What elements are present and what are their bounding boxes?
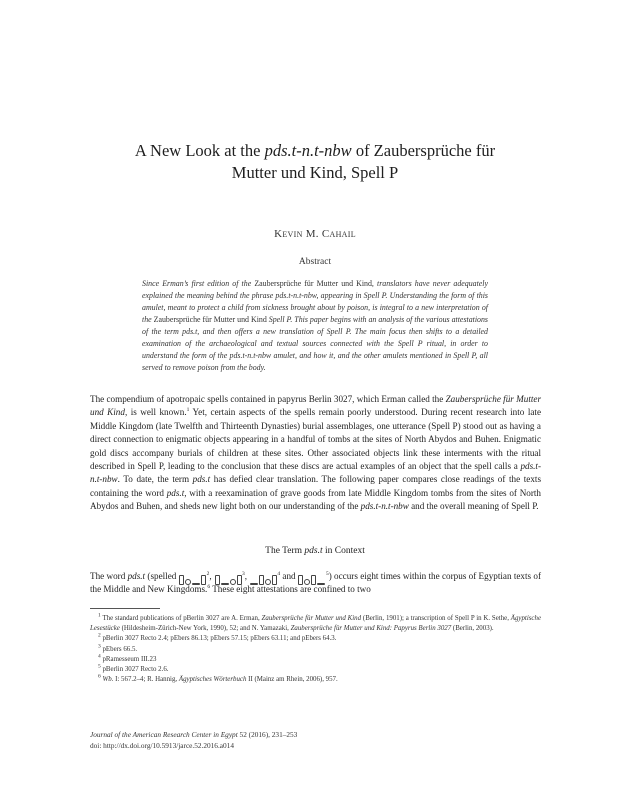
- abstract-part: Spell P. This paper begins with an analysis of the various attestations of the term pds.t, and then offers a new translation of Spell P. The main focus then shifts to a detailed examination of the archaeological and textual sources connected with the Spell P ritual, in order to understand the form of the pds.t-n.t-nbw amulet, and how it, and the other amulets mentioned in Spell P, all served to remove poison from the body.: [142, 315, 488, 372]
- footnote-text: pRamesseum III.23: [100, 655, 157, 663]
- hieroglyph-spelling-3: [249, 572, 277, 582]
- paper-title: [60, 140, 570, 184]
- section-paragraph: [90, 570, 541, 597]
- footnote-6: [90, 675, 541, 685]
- term: pds.t-n.t-nbw: [90, 461, 541, 485]
- text: (spelled: [145, 571, 179, 581]
- footnotes: [90, 614, 541, 685]
- text: ) occurs eight times within the corpus of Egyptian texts of the Middle and New Kingdoms.: [90, 571, 541, 595]
- text: . To date, the term: [117, 474, 193, 485]
- footnote-2: [90, 634, 541, 644]
- footnote-text: II (Mainz am Rhein, 2006), 957.: [246, 676, 338, 684]
- footnote-5: [90, 665, 541, 675]
- footnote-number: 2: [98, 633, 101, 640]
- footnote-text: (Hildesheim-Zürich-New York, 1990), 52; and N. Yamazaki,: [119, 625, 291, 633]
- text: Yet, certain aspects of the spells remain poorly understood. During recent research into late Middle Kingdom (late Twelfth and Thirteenth Dynasties) burial assemblages, one utterance (Spell P) stood out as having a direct connection to enigmatic objects appearing in a handful of tombs at the sites of North Abydos and Buhen. Enigmatic gold discs accompany burials of children at these sites. Other associated objects link these interments with the ritual described in Spell P, leading to the conclusion that these discs are actual examples of an object that the spell calls a: [90, 407, 542, 472]
- abstract-heading: Abstract: [298, 257, 332, 267]
- footnote-title: Ägyptische Lesestücke: [90, 615, 541, 633]
- text: and: [280, 571, 298, 581]
- text: has defied clear translation. The following paper compares close readings of the texts containing the word: [90, 474, 541, 498]
- footnote-number: 5: [98, 663, 101, 670]
- footnote-text: pEbers 66.5.: [100, 645, 138, 653]
- term: pds.t: [127, 571, 146, 581]
- title-term: pds.t-n.t-nbw: [264, 141, 352, 160]
- title-text: A New Look at the: [134, 141, 265, 160]
- journal-doi[interactable]: doi: http://dx.doi.org/10.5913/jarce.52.2016.a014: [90, 741, 234, 750]
- hieroglyph-spelling-4: [298, 572, 326, 582]
- footnote-number: 4: [98, 653, 101, 660]
- journal-name: Journal of the American Research Center in Egypt: [90, 730, 238, 739]
- section-heading-text: The Term: [265, 546, 305, 556]
- footnote-text: (Berlin, 2003).: [451, 625, 494, 633]
- hieroglyph-spelling-1: [179, 572, 207, 582]
- title-line-2: Mutter und Kind, Spell P: [231, 163, 399, 182]
- footnote-4: [90, 655, 541, 665]
- work-title: Zaubersprüche für Mutter und Kind: [90, 394, 541, 418]
- footnote-ref[interactable]: 5: [325, 570, 329, 577]
- footnote-text: pBerlin 3027 Recto 2.6.: [100, 666, 169, 674]
- footnote-3: [90, 645, 541, 655]
- footnote-ref[interactable]: 4: [277, 570, 281, 577]
- footnote-title: Zaubersprüche für Mutter und Kind: Papyrus Berlin 3027: [290, 625, 452, 633]
- text: The compendium of apotropaic spells contained in papyrus Berlin 3027, which Erman called the: [90, 394, 446, 404]
- journal-details: 52 (2016), 231–253: [237, 730, 298, 739]
- title-text-end: of Zaubersprüche für: [351, 141, 496, 160]
- footnote-number: 3: [98, 643, 101, 650]
- footnote-ref[interactable]: 1: [186, 407, 190, 414]
- section-heading-term: pds.t: [304, 546, 323, 556]
- footnote-title: Zaubersprüche für Mutter und Kind: [261, 615, 362, 622]
- text: The word: [90, 571, 128, 581]
- footnote-title: Ägyptisches Wörterbuch: [178, 676, 247, 684]
- footnote-title: Wb.: [102, 676, 114, 684]
- intro-paragraph: [90, 393, 541, 514]
- text: These eight attestations are confined to two: [210, 584, 371, 595]
- journal-info: [90, 729, 541, 751]
- term: pds.t: [166, 487, 185, 498]
- hieroglyph-spelling-2: [214, 572, 242, 582]
- text: and the overall meaning of Spell P.: [408, 501, 539, 512]
- term: pds.t: [192, 474, 211, 485]
- footnote-ref[interactable]: 6: [207, 584, 211, 591]
- abstract-title-ref: Zaubersprüche für Mutter und Kind: [153, 315, 267, 324]
- footnote-1: [90, 614, 541, 634]
- title-line-1: [60, 140, 570, 162]
- section-heading-text-end: in Context: [322, 546, 365, 556]
- footnote-number: 6: [98, 673, 101, 680]
- footnote-divider: [90, 608, 160, 609]
- section-heading: [60, 546, 570, 556]
- abstract-part: , translators have never adequately explained the meaning behind the phrase pds.t-n.t-nbw, appearing in Spell P. Understanding the form of this amulet, meant to protect a child from sickness brought about by poison, is integral to a new interpretation of the: [142, 279, 488, 324]
- footnote-ref[interactable]: 2: [206, 570, 210, 577]
- journal-citation: [90, 729, 541, 740]
- abstract-text: [142, 278, 488, 374]
- footnote-text: I: 567.2–4; R. Hannig,: [113, 676, 179, 684]
- text: , with a reexamination of grave goods from late Middle Kingdom tombs from the sites of North Abydos and Buhen, and sheds new light both on our understanding of the: [90, 487, 541, 512]
- footnote-text: pBerlin 3027 Recto 2.4; pEbers 86.13; pEbers 57.15; pEbers 63.11; and pEbers 64.3.: [100, 635, 337, 643]
- footnote-ref[interactable]: 3: [242, 570, 245, 577]
- author-name: Kevin M. Cahail: [274, 228, 356, 240]
- text: ,: [209, 571, 214, 581]
- text: , is well known.: [124, 407, 187, 418]
- abstract-title-ref: Zaubersprüche für Mutter und Kind: [254, 279, 372, 288]
- footnote-text: The standard publications of pBerlin 3027 are A. Erman,: [100, 615, 262, 622]
- term: pds.t-n.t-nbw: [360, 501, 409, 512]
- text: ,: [244, 571, 250, 581]
- footnote-text: (Berlin, 1901); a transcription of Spell P in K. Sethe,: [361, 615, 511, 622]
- footnote-number: 1: [98, 612, 101, 619]
- abstract-part: Since Erman’s first edition of the: [142, 279, 255, 288]
